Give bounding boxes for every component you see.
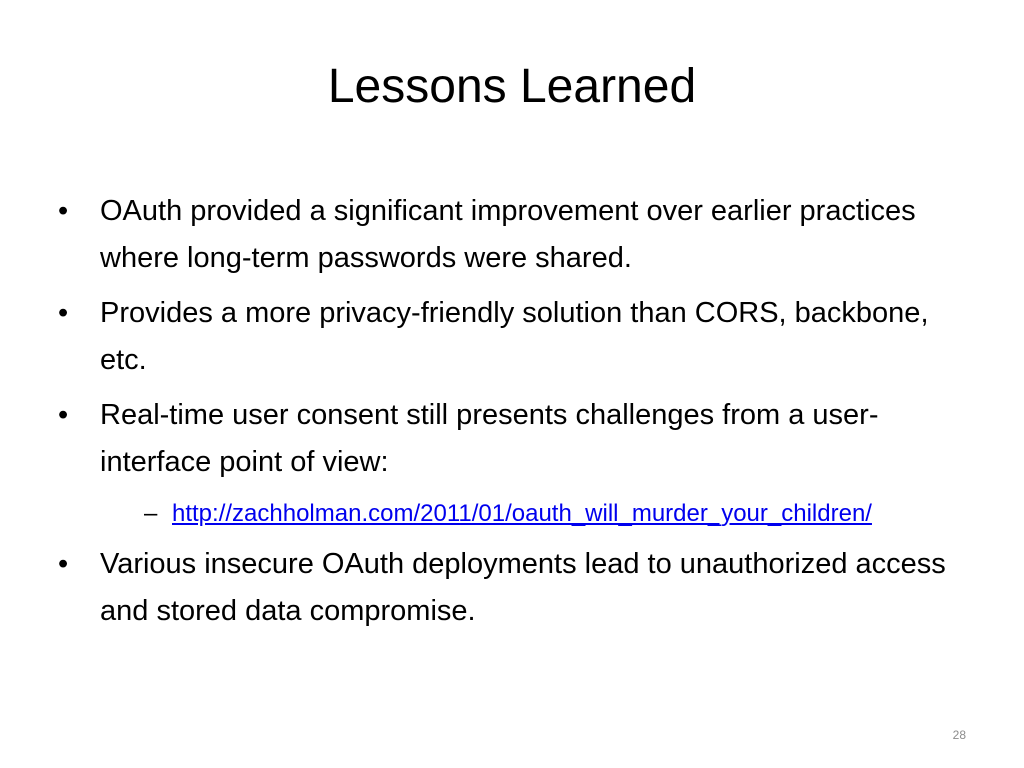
bullet-marker: • [58, 399, 69, 431]
bullet-text: Real-time user consent still presents challenges from a user-interface point of view: [100, 399, 879, 478]
bullet-text: OAuth provided a significant improvement over earlier practices where long-term passwords were shared. [100, 195, 916, 274]
bullet-item [58, 290, 968, 384]
bullet-text: Various insecure OAuth deployments lead to unauthorized access and stored data compromise. [100, 548, 946, 627]
reference-link[interactable]: http://zachholman.com/2011/01/oauth_will_murder_your_children/ [172, 500, 872, 527]
bullet-marker: • [58, 195, 69, 227]
bullet-item [58, 392, 968, 486]
bullet-text: Provides a more privacy-friendly solution than CORS, backbone, etc. [100, 297, 929, 376]
bullet-marker: • [58, 548, 69, 580]
sub-bullet-item [144, 494, 968, 533]
bullet-item [58, 541, 968, 635]
slide-content [58, 188, 968, 643]
bullet-marker: • [58, 297, 69, 329]
slide-title: Lessons Learned [327, 60, 697, 113]
bullet-item [58, 188, 968, 282]
page-number: 28 [952, 728, 966, 742]
sub-bullet-marker: – [144, 500, 158, 527]
